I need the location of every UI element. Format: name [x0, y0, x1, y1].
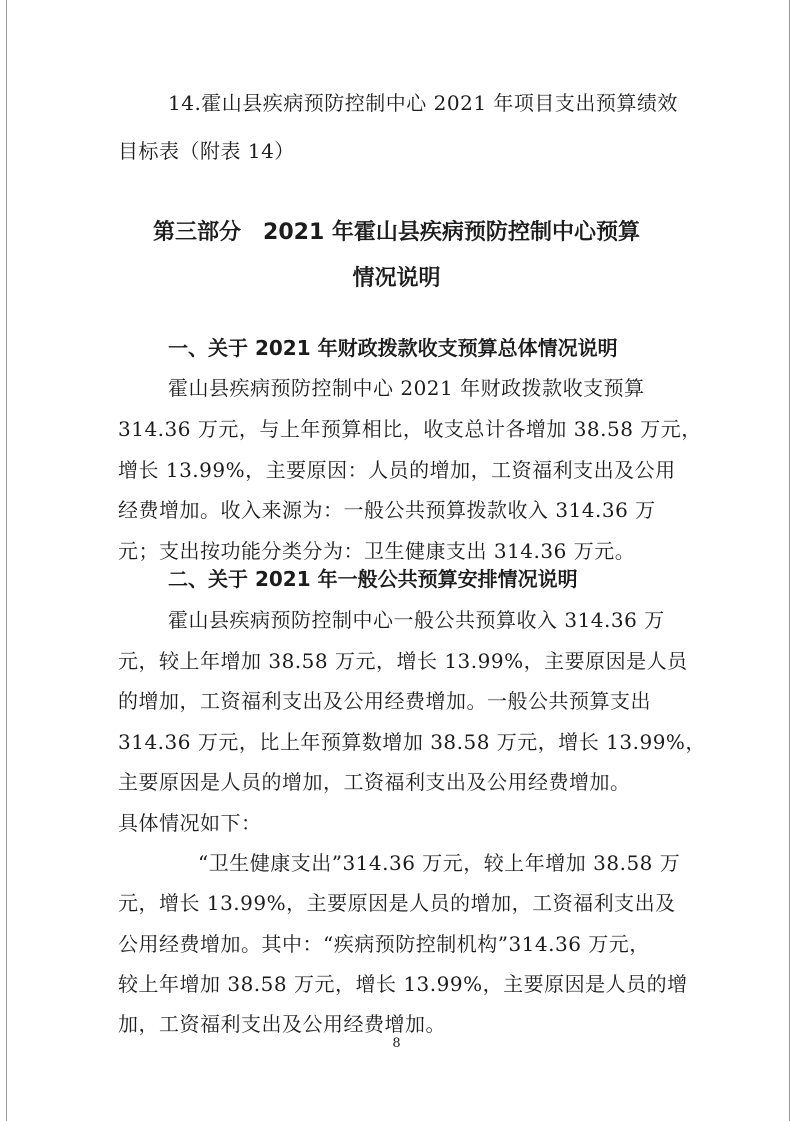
right-scan-edge	[789, 0, 790, 1121]
paragraph-line: 经费增加。收入来源为：一般公共预算拨款收入 314.36 万	[118, 498, 656, 522]
paragraph-line: 314.36 万元，比上年预算数增加 38.58 万元，增长 13.99%，	[118, 730, 706, 754]
paragraph-line: 314.36 万元，与上年预算相比，收支总计各增加 38.58 万元，	[118, 417, 702, 441]
left-scan-edge	[6, 0, 7, 1121]
page-number: 8	[392, 1036, 401, 1051]
section-heading: 二、关于 2021 年一般公共预算安排情况说明	[168, 567, 578, 591]
section-heading: 一、关于 2021 年财政拨款收支预算总体情况说明	[168, 336, 618, 360]
paragraph-line: 增长 13.99%，主要原因：人员的增加，工资福利支出及公用	[118, 458, 676, 482]
paragraph-line: 具体情况如下：	[118, 811, 262, 835]
detail-paragraph-line: 加，工资福利支出及公用经费增加。	[118, 1012, 446, 1036]
detail-paragraph-line: 较上年增加 38.58 万元，增长 13.99%，主要原因是人员的增	[118, 972, 688, 996]
detail-paragraph-line: “卫生健康支出”314.36 万元，较上年增加 38.58 万	[198, 851, 681, 875]
paragraph-line: 霍山县疾病预防控制中心 2021 年财政拨款收支预算	[168, 376, 645, 400]
paragraph-line: 元，较上年增加 38.58 万元，增长 13.99%，主要原因是人员	[118, 649, 688, 673]
paragraph-line: 元；支出按功能分类分为：卫生健康支出 314.36 万元。	[118, 539, 636, 563]
paragraph-line: 主要原因是人员的增加，工资福利支出及公用经费增加。	[118, 770, 631, 794]
paragraph-line: 霍山县疾病预防控制中心一般公共预算收入 314.36 万	[168, 608, 665, 632]
part-title: 第三部分 2021 年霍山县疾病预防控制中心预算	[153, 220, 640, 245]
detail-paragraph-line: 公用经费增加。其中：“疾病预防控制机构”314.36 万元，	[118, 932, 650, 956]
attachment-item-line: 14.霍山县疾病预防控制中心 2021 年项目支出预算绩效	[168, 91, 678, 115]
detail-paragraph-line: 元，增长 13.99%，主要原因是人员的增加，工资福利支出及	[118, 891, 676, 915]
attachment-item-line: 目标表（附表 14）	[118, 139, 295, 163]
paragraph-line: 的增加，工资福利支出及公用经费增加。一般公共预算支出	[118, 689, 651, 713]
part-title: 情况说明	[352, 266, 441, 291]
